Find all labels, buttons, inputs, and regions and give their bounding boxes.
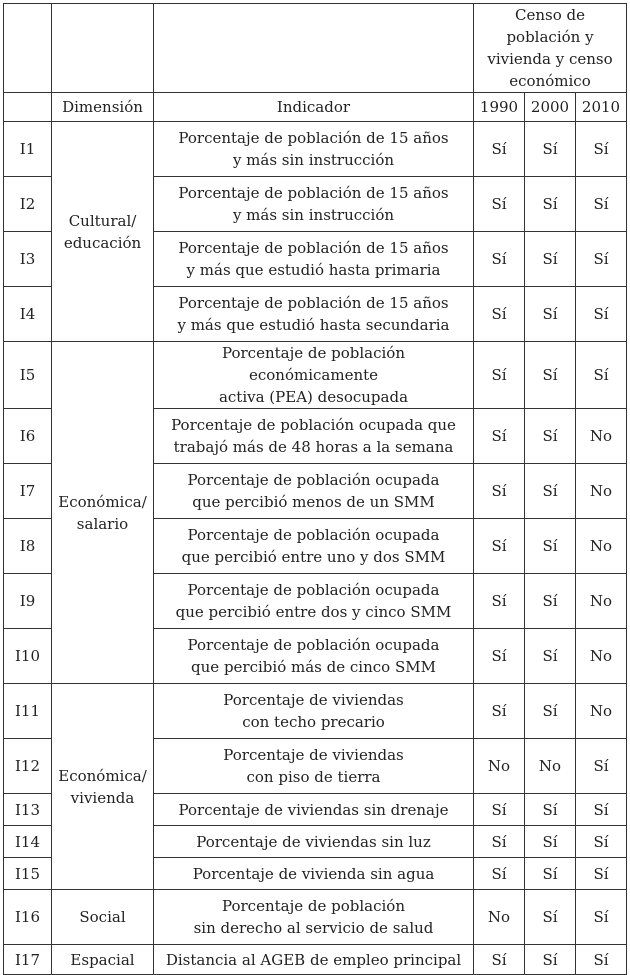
indicator-cell: Distancia al AGEB de empleo principal [154, 945, 474, 975]
value-cell: Sí [474, 629, 525, 684]
row-id: I9 [4, 574, 52, 629]
indicator-header: Indicador [154, 93, 474, 122]
indicator-cell: Porcentaje de población ocupada que trabajó más de 48 horas a la semana [154, 409, 474, 464]
year-header: 2000 [525, 93, 576, 122]
indicator-cell: Porcentaje de población económicamente activa (PEA) desocupada [154, 342, 474, 409]
value-cell: Sí [525, 858, 576, 890]
value-cell: Sí [474, 177, 525, 232]
census-group-header: Censo de población y vivienda y censo económico [474, 4, 627, 93]
indicator-cell: Porcentaje de población ocupada que percibió entre uno y dos SMM [154, 519, 474, 574]
value-cell: Sí [474, 342, 525, 409]
value-cell: Sí [576, 177, 627, 232]
year-header: 1990 [474, 93, 525, 122]
indicator-cell: Porcentaje de población de 15 años y más sin instrucción [154, 177, 474, 232]
value-cell: Sí [576, 826, 627, 858]
value-cell: Sí [525, 826, 576, 858]
row-id: I12 [4, 739, 52, 794]
indicator-cell: Porcentaje de población ocupada que percibió menos de un SMM [154, 464, 474, 519]
value-cell: Sí [474, 232, 525, 287]
indicator-cell: Porcentaje de viviendas sin luz [154, 826, 474, 858]
row-id: I16 [4, 890, 52, 945]
dimension-cell: Cultural/ educación [52, 122, 154, 342]
value-cell: Sí [576, 232, 627, 287]
row-id: I8 [4, 519, 52, 574]
dimension-cell: Económica/ vivienda [52, 684, 154, 890]
value-cell: Sí [525, 287, 576, 342]
value-cell: No [474, 890, 525, 945]
value-cell: Sí [576, 890, 627, 945]
indicator-cell: Porcentaje de población ocupada que percibió entre dos y cinco SMM [154, 574, 474, 629]
value-cell: Sí [474, 574, 525, 629]
value-cell: Sí [474, 519, 525, 574]
value-cell: Sí [576, 287, 627, 342]
value-cell: Sí [474, 794, 525, 826]
row-id: I1 [4, 122, 52, 177]
indicator-cell: Porcentaje de población de 15 años y más sin instrucción [154, 122, 474, 177]
row-id: I3 [4, 232, 52, 287]
indicator-cell: Porcentaje de viviendas con piso de tierra [154, 739, 474, 794]
value-cell: Sí [474, 826, 525, 858]
value-cell: Sí [525, 890, 576, 945]
indicator-cell: Porcentaje de viviendas sin drenaje [154, 794, 474, 826]
table-row [4, 945, 627, 975]
value-cell: No [576, 519, 627, 574]
row-id: I4 [4, 287, 52, 342]
row-id: I7 [4, 464, 52, 519]
value-cell: Sí [525, 794, 576, 826]
row-id: I13 [4, 794, 52, 826]
value-cell: No [576, 409, 627, 464]
value-cell: Sí [525, 464, 576, 519]
value-cell: Sí [525, 409, 576, 464]
value-cell: Sí [576, 342, 627, 409]
value-cell: Sí [474, 464, 525, 519]
dimension-cell: Económica/ salario [52, 342, 154, 684]
indicator-cell: Porcentaje de viviendas con techo precario [154, 684, 474, 739]
value-cell: No [576, 629, 627, 684]
value-cell: Sí [525, 684, 576, 739]
dimension-header: Dimensión [52, 93, 154, 122]
row-id: I5 [4, 342, 52, 409]
value-cell: Sí [576, 122, 627, 177]
header-row-2 [4, 93, 627, 122]
indicator-cell: Porcentaje de vivienda sin agua [154, 858, 474, 890]
header-row-1 [4, 4, 627, 93]
value-cell: Sí [525, 629, 576, 684]
value-cell: Sí [525, 342, 576, 409]
value-cell: No [576, 684, 627, 739]
table-row [4, 122, 627, 177]
value-cell: Sí [576, 739, 627, 794]
value-cell: No [525, 739, 576, 794]
indicators-table [3, 3, 627, 975]
value-cell: Sí [525, 122, 576, 177]
value-cell: Sí [576, 794, 627, 826]
indicator-cell: Porcentaje de población de 15 años y más que estudió hasta primaria [154, 232, 474, 287]
value-cell: No [576, 574, 627, 629]
value-cell: No [474, 739, 525, 794]
value-cell: Sí [525, 232, 576, 287]
value-cell: Sí [474, 945, 525, 975]
dimension-cell: Social [52, 890, 154, 945]
value-cell: Sí [576, 858, 627, 890]
value-cell: Sí [576, 945, 627, 975]
value-cell: Sí [474, 684, 525, 739]
row-id: I2 [4, 177, 52, 232]
row-id: I6 [4, 409, 52, 464]
row-id: I10 [4, 629, 52, 684]
row-id: I15 [4, 858, 52, 890]
row-id: I11 [4, 684, 52, 739]
row-id: I14 [4, 826, 52, 858]
value-cell: No [576, 464, 627, 519]
indicator-cell: Porcentaje de población sin derecho al servicio de salud [154, 890, 474, 945]
value-cell: Sí [474, 122, 525, 177]
indicator-cell: Porcentaje de población ocupada que percibió más de cinco SMM [154, 629, 474, 684]
value-cell: Sí [525, 177, 576, 232]
table-row [4, 684, 627, 739]
indicator-cell: Porcentaje de población de 15 años y más que estudió hasta secundaria [154, 287, 474, 342]
table-row [4, 342, 627, 409]
row-id: I17 [4, 945, 52, 975]
table-row [4, 890, 627, 945]
value-cell: Sí [525, 519, 576, 574]
value-cell: Sí [525, 945, 576, 975]
dimension-cell: Espacial [52, 945, 154, 975]
value-cell: Sí [474, 409, 525, 464]
value-cell: Sí [525, 574, 576, 629]
year-header: 2010 [576, 93, 627, 122]
value-cell: Sí [474, 858, 525, 890]
value-cell: Sí [474, 287, 525, 342]
